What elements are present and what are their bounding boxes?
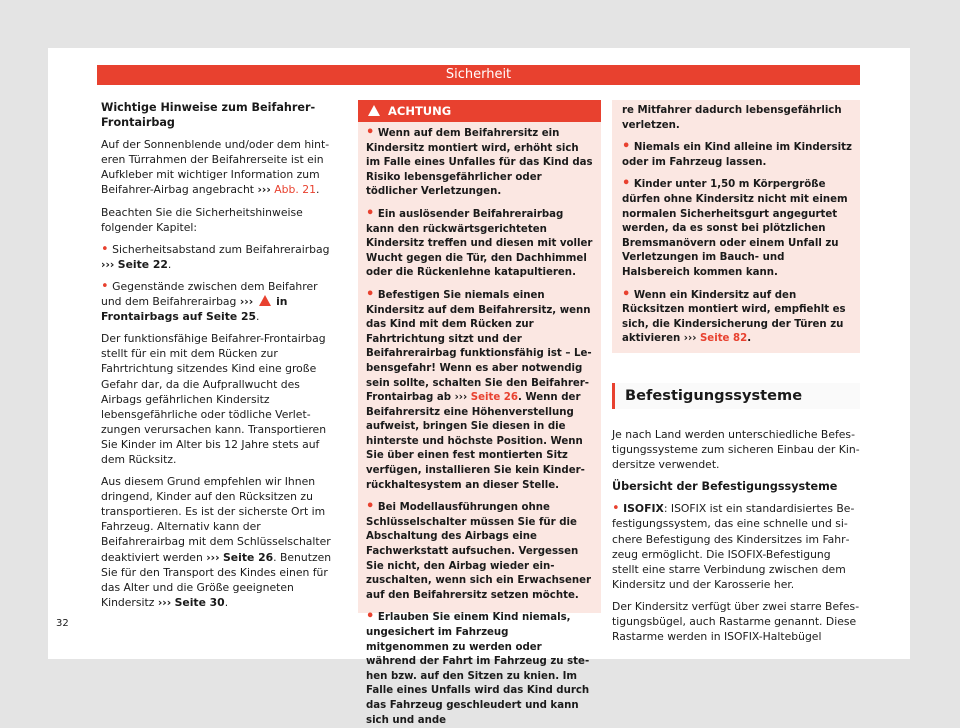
bullet-icon: • [366,125,375,140]
warning-triangle-icon [368,105,380,116]
bullet-item: • Gegenstände zwischen dem Beifahrer und dem Beifahrerairbag ››› in Frontairbags auf Seite 25. [101,278,318,324]
link-seite-26[interactable]: Seite 26 [470,392,518,404]
warning-item: • Erlauben Sie einem Kind niemals, ungesichert im Fahrzeug mitgenommen zu werden oder während der Fahrt im Fahrzeug zu stehen bzw. auf den Sitzen zu knien. Im Falle eines Unfalls wird das Kind durch das Fahrzeug geschleudert und kann sich und ande [366,609,590,726]
bullet-icon: • [366,205,375,221]
section-header: Sicherheit [97,65,860,85]
link-frontairbags[interactable]: in Frontairbags auf Seite 25 [101,295,288,324]
bullet-icon: • [366,499,375,515]
link-seite-22[interactable]: Seite 22 [117,257,168,271]
bullet-icon: • [622,286,631,302]
warning-item: • Ein auslösender Beifahrerairbag kann den rückwärtsgerichteten Kindersitz treffen und diesen mit voller Wucht gegen die Tür, den Dachhimmel oder die Rückenlehne katapultieren. [366,205,593,279]
bullet-icon: • [622,139,631,155]
paragraph-3: Der funktionsfähige Beifahrer-Frontairbag stellt für ein mit dem Rücken zur Fahrtrichtung sitzendes Kind eine große Gefahr dar, da die Aufprallwucht des Airbags gefährlichen Kindersitz lebensgefährliche oder tödliche Verletzungen verursachen kann. Transportieren Sie Kinder im Alter bis 12 Jahre stets auf dem Rücksitz. [101,332,327,466]
paragraph-intro: Je nach Land werden unterschiedliche Befestigungssysteme zum sicheren Einbau der Kindersitze verwendet. [612,428,860,472]
bullet-icon: • [366,609,375,625]
column-left [101,100,339,617]
link-abb-21[interactable]: Abb. 21 [274,183,316,197]
bullet-icon: • [612,501,620,517]
bullet-icon: • [101,241,109,257]
warning-item: • Niemals ein Kind alleine im Kindersitz oder im Fahrzeug lassen. [622,139,852,168]
warning-item: • Kinder unter 1,50 m Körpergröße dürfen ohne Kindersitz nicht mit einem normalen Sicherheitsgurt angegurtet werden, da es sonst bei plötzlichen Bremsmanövern oder einem Unfall zu Verletzungen im Bauch- und Halsbereich kommen kann. [622,176,848,278]
warning-item: re Mitfahrer dadurch lebensgefährlich verletzen. [622,105,842,131]
paragraph-2: Beachten Sie die Sicherheitshinweise folgender Kapitel: [101,205,303,234]
warning-box [358,100,601,726]
link-seite-26[interactable]: Seite 26 [223,550,274,564]
page-number: 32 [56,618,69,629]
paragraph-4: Aus diesem Grund empfehlen wir Ihnen dringend, Kinder auf den Rücksitzen zu transportieren. Es ist der sicherste Ort im Fahrzeug. Alternativ kann der Beifahrerairbag mit dem Schlüsselschalter deaktiviert werden ››› Seite 26. Benutzen Sie für den Transport des Kindes einen für das Alter und die Größe geeigneten Kindersitz ››› Seite 30. [101,475,332,609]
bullet-icon: • [622,176,631,192]
warning-list [358,122,601,728]
link-seite-30[interactable]: Seite 30 [174,595,225,609]
warning-item: • Befestigen Sie niemals einen Kindersitz auf dem Beifahrersitz, wenn das Kind mit dem Rücken zur Fahrtrichtung sitzt und der Beifahrerairbag funktionsfähig ist – Lebensgefahr! Wenn es aber notwendig sein sollte, schalten Sie den Beifahrer-Frontairbag ab ››› Seite 26. Wenn der Beifahrersitz eine Höhenverstellung aufweist, bringen Sie diesen in die hinterste und höchste Position. Wenn Sie über einen fest montierten Sitz verfügen, installieren Sie kein Kinderrückhaltesystem an dieser Stelle. [366,286,592,491]
warning-item: • Bei Modellausführungen ohne Schlüsselschalter müssen Sie für die Abschaltung des Airbags eine Fachwerkstatt aufsuchen. Vergessen Sie nicht, den Airbag wieder einzuschalten, wenn sich ein Erwachsener auf den Beifahrersitz setzen möchte. [366,499,592,601]
warning-item: • Wenn auf dem Beifahrersitz ein Kindersitz montiert wird, erhöht sich im Falle eines Unfalles für das Kind das Risiko lebensgefährlicher oder tödlicher Verletzungen. [366,125,593,198]
paragraph-rastarme: Der Kindersitz verfügt über zwei starre Befestigungsbügel, auch Rastarme genannt. Diese Rastarme werden in ISOFIX-Haltebügel [612,599,860,644]
warning-item: • Wenn ein Kindersitz auf den Rücksitzen montiert wird, empfiehlt es sich, die Kindersicherung der Türen zu aktivieren ››› Seite 82. [622,286,846,345]
warning-triangle-icon [259,295,271,306]
paragraph-1: Auf der Sonnenblende und/oder dem hinteren Türrahmen der Beifahrerseite ist ein Aufkleber mit wichtiger Information zum Beifahrer-Airbag angebracht ››› Abb. 21. [101,138,330,197]
warning-box-continued [612,100,860,353]
bullet-icon: • [101,278,109,294]
bullet-item-isofix: • ISOFIX: ISOFIX ist ein standardisiertes Befestigungssystem, das eine schnelle und sichere Befestigung des Kindersitzes im Fahrzeug ermöglicht. Die ISOFIX-Befestigung stellt eine starre Verbindung zwischen dem Kindersitz und der Karosserie her. [612,501,855,591]
heading-airbag: Wichtige Hinweise zum Beifahrer-Frontairbag [101,101,316,130]
warning-banner: ACHTUNG [358,100,601,122]
bullet-icon: • [366,286,375,302]
link-seite-82[interactable]: Seite 82 [699,333,748,345]
bullet-item: • Sicherheitsabstand zum Beifahrerairbag ››› Seite 22. [101,241,330,271]
section-title-befestigungssysteme: Befestigungssysteme [612,383,860,409]
column-right [612,100,860,651]
subheading-overview: Übersicht der Befestigungssysteme [612,480,838,494]
